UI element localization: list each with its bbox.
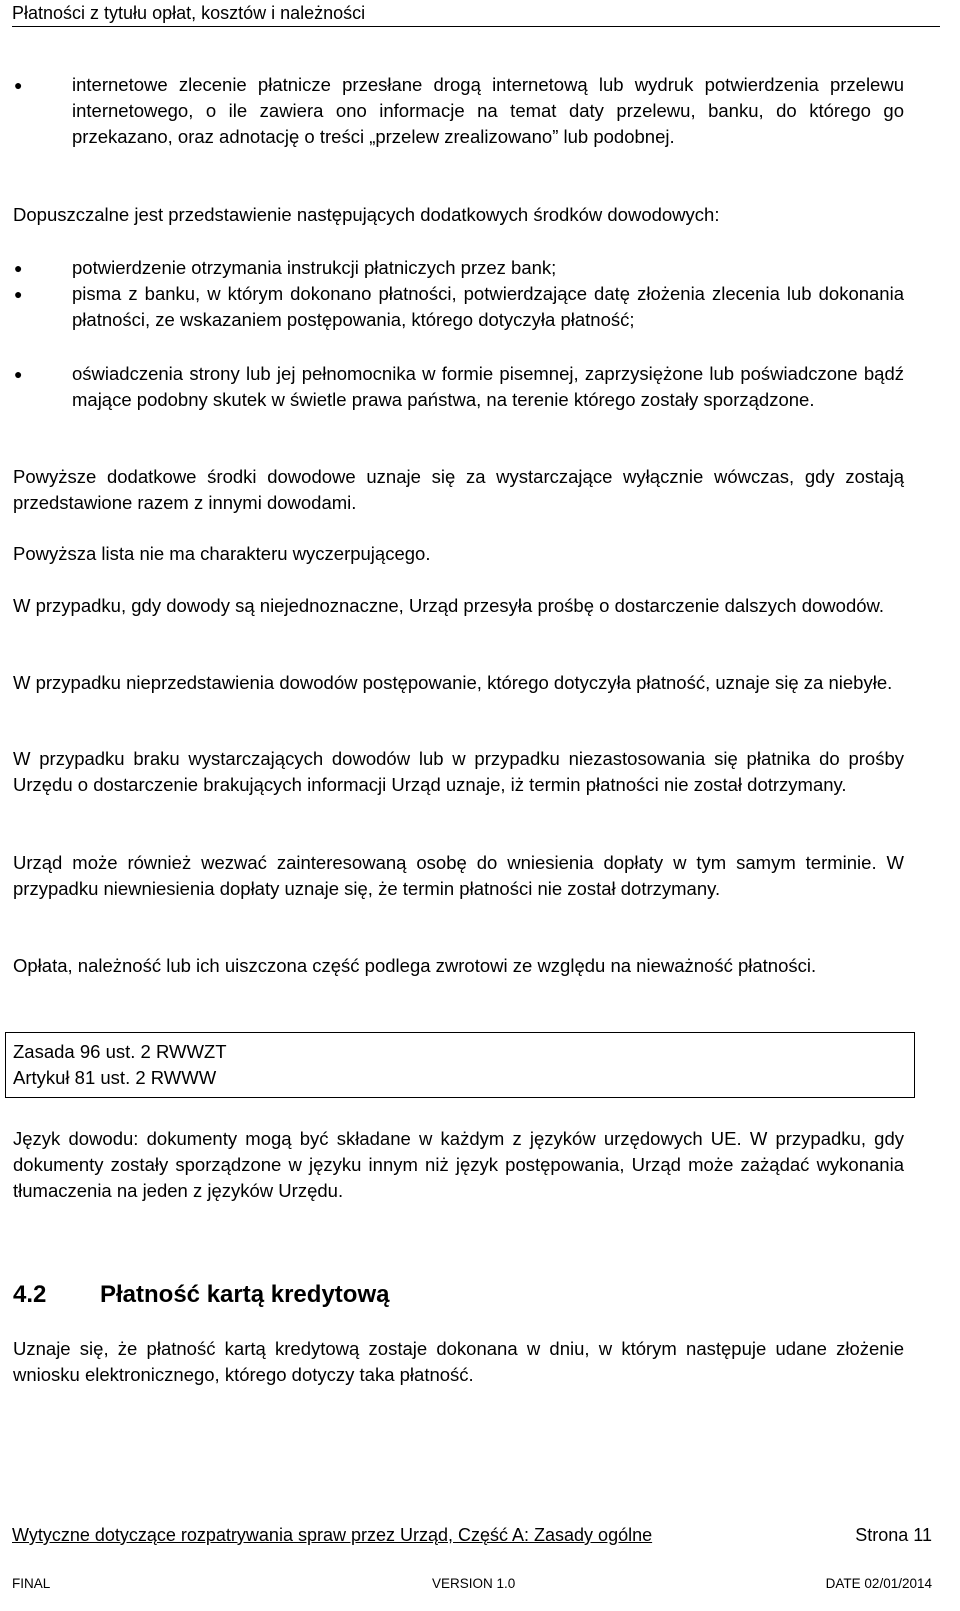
page-number: Strona 11 [855,1525,932,1545]
paragraph-no-evidence: W przypadku nieprzedstawienia dowodów postępowanie, którego dotyczyła płatność, uznaje się za niebyłe. [13,672,893,693]
legal-reference-box [5,1032,915,1098]
bullet-marker: ● [14,77,23,93]
list-item-bank-letters: pisma z banku, w którym dokonano płatności, potwierdzające datę złożenia zlecenia lub dokonania płatności, ze wskazaniem postępowania, którego dotyczyła płatność; [72,283,904,330]
paragraph-refund: Opłata, należność lub ich uiszczona część podlega zwrotowi ze względu na nieważność płatności. [13,955,817,976]
reference-article: Artykuł 81 ust. 2 RWWW [13,1067,217,1088]
paragraph-insufficient-evidence: W przypadku braku wystarczających dowodów lub w przypadku niezastosowania się płatnika do prośby Urzędu o dostarczenie brakujących informacji Urząd uznaje, iż termin płatności nie został dotrzymany. [13,748,904,795]
footer-document-title: Wytyczne dotyczące rozpatrywania spraw przez Urząd, Część A: Zasady ogólne [12,1525,653,1545]
list-item-internet-transfer: internetowe zlecenie płatnicze przesłane drogą internetową lub wydruk potwierdzenia przelewu internetowego, o ile zawiera ono informacje na temat daty przelewu, banku, do którego go przekazano, oraz adnotację o treści „przelew zrealizowano” lub podobnej. [72,74,904,147]
paragraph-additional-evidence: Powyższe dodatkowe środki dowodowe uznaje się za wystarczające wyłącznie wówczas, gdy zostają przedstawione razem z innymi dowodami. [13,466,904,513]
footer-date: DATE 02/01/2014 [825,1576,932,1591]
evidence-intro: Dopuszczalne jest przedstawienie następujących dodatkowych środków dowodowych: [13,204,720,225]
bullet-marker: ● [14,260,23,276]
list-item-declarations: oświadczenia strony lub jej pełnomocnika w formie pisemnej, zaprzysiężone lub poświadczone bądź mające podobny skutek w świetle prawa państwa, na terenie którego zostały sporządzone. [72,363,904,410]
paragraph-surcharge: Urząd może również wezwać zainteresowaną osobę do wniesienia dopłaty w tym samym terminie. W przypadku niewniesienia dopłaty uznaje się, że termin płatności nie został dotrzymany. [13,852,904,899]
paragraph-ambiguous-evidence: W przypadku, gdy dowody są niejednoznaczne, Urząd przesyła prośbę o dostarczenie dalszych dowodów. [13,595,885,616]
running-header: Płatności z tytułu opłat, kosztów i należności [12,3,366,23]
bullet-marker: ● [14,366,23,382]
footer-status: FINAL [12,1576,51,1591]
paragraph-non-exhaustive: Powyższa lista nie ma charakteru wyczerpującego. [13,543,431,564]
footer-version: VERSION 1.0 [432,1576,516,1591]
section-title: Płatność kartą kredytową [100,1281,390,1308]
list-item-bank-confirmation: potwierdzenie otrzymania instrukcji płatniczych przez bank; [72,257,557,278]
paragraph-credit-card: Uznaje się, że płatność kartą kredytową zostaje dokonana w dniu, w którym następuje udane złożenie wniosku elektronicznego, którego dotyczy taka płatność. [13,1338,904,1385]
reference-rule: Zasada 96 ust. 2 RWWZT [13,1041,227,1062]
section-number: 4.2 [13,1281,47,1308]
header-divider [12,26,940,27]
paragraph-language-of-evidence: Język dowodu: dokumenty mogą być składane w każdym z języków urzędowych UE. W przypadku, gdy dokumenty zostały sporządzone w języku innym niż język postępowania, Urząd może zażądać wykonania tłumaczenia na jeden z języków Urzędu. [13,1128,904,1201]
bullet-marker: ● [14,286,23,302]
